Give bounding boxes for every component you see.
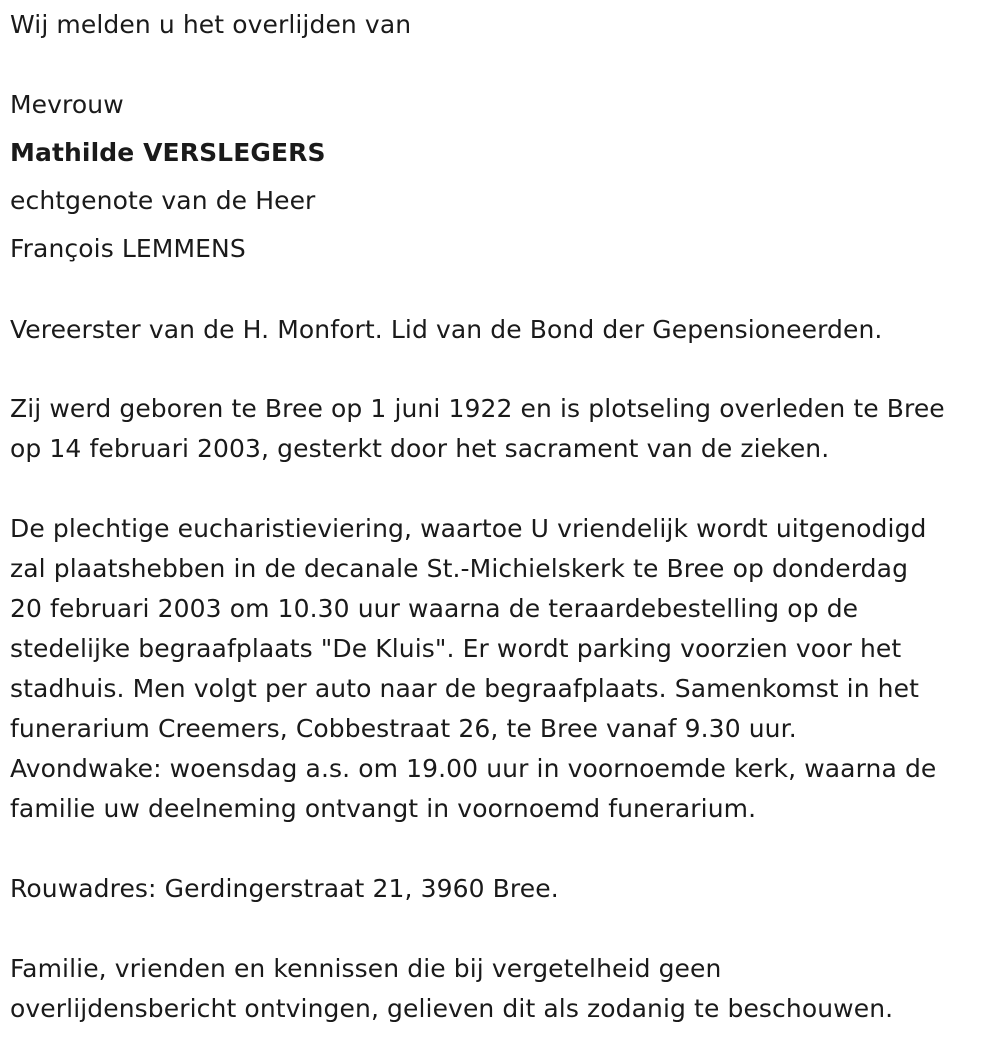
ceremony-line: 20 februari 2003 om 10.30 uur waarna de teraardebestelling op de xyxy=(10,594,859,623)
ceremony-line: De plechtige eucharistieviering, waartoe U vriendelijk wordt uitgenodigd xyxy=(10,514,927,543)
closing-line: Familie, vrienden en kennissen die bij vergetelheid geen xyxy=(10,954,722,983)
spouse-name: François LEMMENS xyxy=(10,234,246,263)
deceased-name: Mathilde VERSLEGERS xyxy=(10,138,326,167)
closing-line: overlijdensbericht ontvingen, gelieven dit als zodanig te beschouwen. xyxy=(10,994,894,1023)
ceremony-line: stadhuis. Men volgt per auto naar de begraafplaats. Samenkomst in het xyxy=(10,674,920,703)
salutation: Mevrouw xyxy=(10,90,124,119)
ceremony-line: zal plaatshebben in de decanale St.-Michielskerk te Bree op donderdag xyxy=(10,554,909,583)
ceremony-line: familie uw deelneming ontvangt in voornoemd funerarium. xyxy=(10,794,757,823)
address-text: Rouwadres: Gerdingerstraat 21, 3960 Bree. xyxy=(10,874,559,903)
ceremony-line: funerarium Creemers, Cobbestraat 26, te Bree vanaf 9.30 uur. xyxy=(10,714,797,743)
memberships-text: Vereerster van de H. Monfort. Lid van de Bond der Gepensioneerden. xyxy=(10,315,883,344)
birth-death-line: op 14 februari 2003, gesterkt door het sacrament van de zieken. xyxy=(10,434,830,463)
birth-death-line: Zij werd geboren te Bree op 1 juni 1922 en is plotseling overleden te Bree xyxy=(10,394,945,423)
ceremony-line: stedelijke begraafplaats "De Kluis". Er wordt parking voorzien voor het xyxy=(10,634,902,663)
spouse-label: echtgenote van de Heer xyxy=(10,186,316,215)
ceremony-line: Avondwake: woensdag a.s. om 19.00 uur in voornoemde kerk, waarna de xyxy=(10,754,937,783)
intro-text: Wij melden u het overlijden van xyxy=(10,10,412,39)
